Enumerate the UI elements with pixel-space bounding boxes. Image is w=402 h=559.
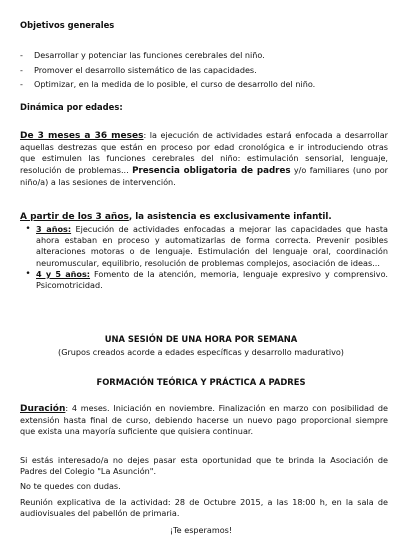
contacto-line: No te quedes con dudas.	[20, 481, 121, 491]
list-item	[20, 224, 388, 269]
age-range-heading: De 3 meses a 36 meses	[20, 131, 144, 141]
duracion-text: : 4 meses. Iniciación en noviembre. Finalización en marzo con posibilidad de extensión hasta final de curso, debiendo hacerse un nuevo pago proporcional siempre que exista una mayoría suficiente que quisiera continuar.	[20, 403, 388, 437]
contacto-meeting: Reunión explicativa de la actividad: 28 de Octubre 2015, a las 18:00 h, en la sala de audiovisuales del pabellón de primaria.	[20, 497, 388, 519]
age-groups-list	[20, 224, 388, 291]
sesion-subtitle: (Grupos creados acorde a edades específicas y desarrollo madurativo)	[58, 347, 344, 357]
paragraph-text: y/o familiares (uno por niño/a) a las sesiones de intervención.	[20, 164, 388, 187]
dash-icon: -	[20, 64, 23, 75]
closing-text: ¡Te esperamos!	[169, 525, 233, 535]
objetivo-text: Desarrollar y potenciar las funciones cerebrales del niño.	[34, 50, 265, 60]
dinamica-paragraph-1	[20, 130, 388, 188]
age-group-description: Fomento de la atención, memoria, lenguaje expresivo y comprensivo. Psicomotricidad.	[36, 268, 388, 291]
paragraph-emphasis: Presencia obligatoria de padres	[132, 165, 291, 176]
duracion-paragraph	[20, 403, 388, 438]
list-item	[20, 50, 388, 61]
age-group-label: 4 y 5 años:	[36, 268, 91, 279]
paragraph-emphasis: , la asistencia es exclusivamente infantil.	[128, 212, 332, 222]
objetivos-title: Objetivos generales	[20, 20, 115, 30]
dinamica-title: Dinámica por edades:	[20, 102, 123, 112]
bullet-icon: •	[25, 224, 31, 234]
dash-icon: -	[20, 79, 23, 90]
dinamica-paragraph-2	[20, 211, 388, 223]
list-item	[20, 79, 388, 90]
formacion-title: FORMACIÓN TEÓRICA Y PRÁCTICA A PADRES	[96, 377, 306, 387]
duracion-label: Duración	[20, 404, 66, 414]
list-item	[20, 269, 388, 291]
paragraph-text: : la ejecución de actividades estará enfocada a desarrollar aquellas destrezas que están en proceso por edad cronológica e ir introduciendo otras que estimulen las funciones cerebrales del niño: estimulación sensorial, lenguaje, resolución de problemas...	[20, 130, 388, 175]
age-group-text	[36, 224, 388, 269]
objetivo-text: Optimizar, en la medida de lo posible, el curso de desarrollo del niño.	[34, 79, 316, 90]
bullet-icon: •	[25, 268, 31, 279]
objetivo-text: Promover el desarrollo sistemático de las capacidades.	[34, 64, 257, 75]
age-range-heading: A partir de los 3 años	[20, 212, 129, 222]
age-group-text	[36, 269, 388, 291]
dash-icon: -	[20, 50, 23, 60]
list-item	[20, 65, 388, 76]
age-group-label: 3 años:	[36, 224, 72, 234]
contacto-paragraph: Si estás interesado/a no dejes pasar esta oportunidad que te brinda la Asociación de Padres del Colegio "La Asunción".	[20, 455, 388, 477]
objetivos-list	[20, 50, 388, 91]
age-group-description: Ejecución de actividades enfocadas a mejorar las capacidades que hasta ahora estaban en proceso y automatizarlas de forma correcta. Prevenir posibles alteraciones motoras o de lenguaje. Estimulación del lenguaje oral, coordinación neuromuscular, equilibrio, resolución de problemas complejos, asociación de ideas...	[36, 224, 388, 268]
sesion-title: UNA SESIÓN DE UNA HORA POR SEMANA	[104, 334, 298, 344]
